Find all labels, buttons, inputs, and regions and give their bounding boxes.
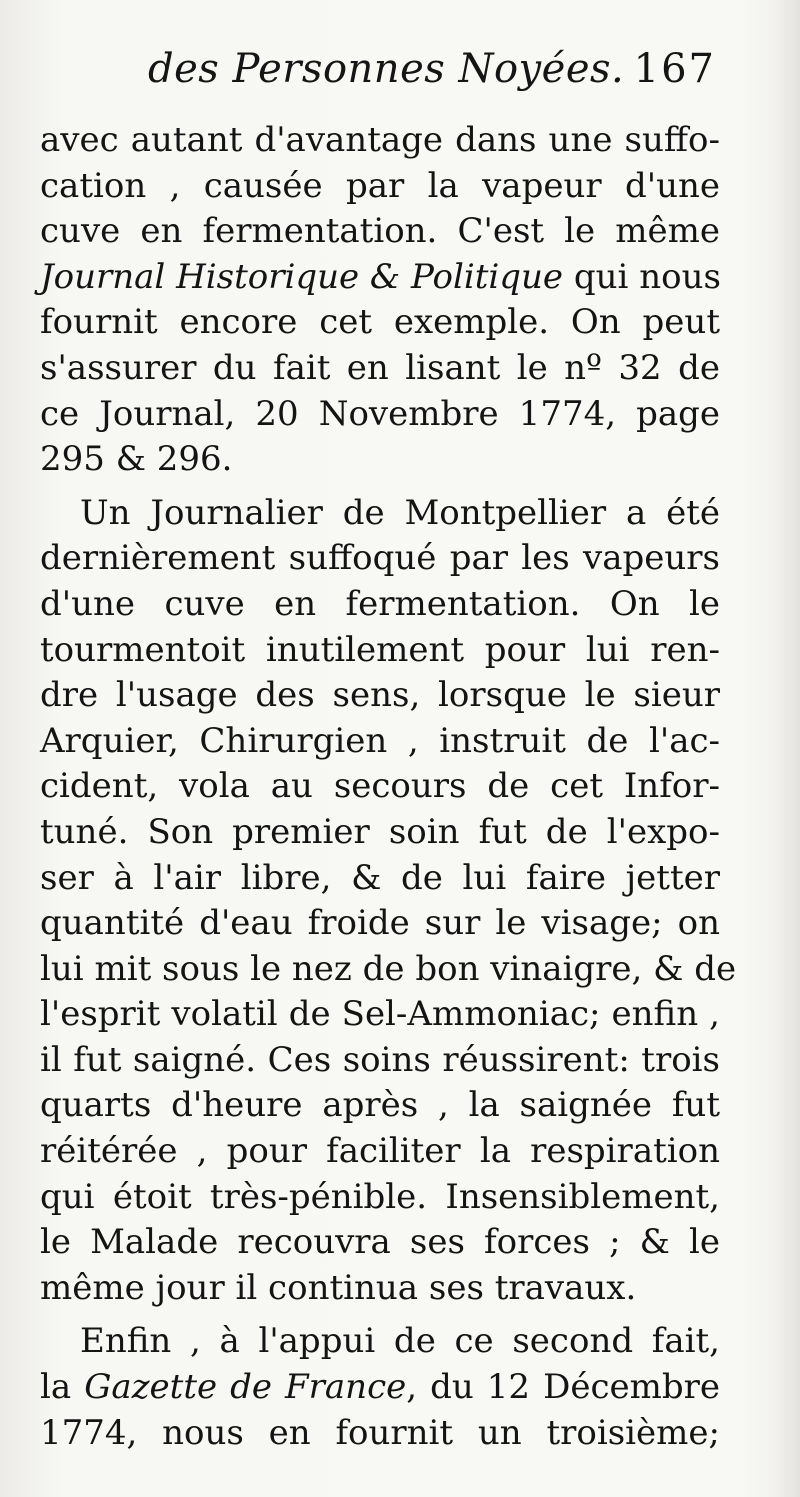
text-line: quantité d'eau froide sur le visage; on xyxy=(40,903,720,944)
text-line: d'une cuve en fermentation. On le xyxy=(40,583,720,624)
text-line: Enfin , à l'appui de ce second fait, xyxy=(80,1321,720,1362)
running-title: des Personnes Noyées. xyxy=(148,46,625,92)
text-fragment: qui nous xyxy=(563,256,721,297)
text-line: cation , causée par la vapeur d'une xyxy=(40,165,720,206)
text-line: ser à l'air libre, & de lui faire jetter xyxy=(40,857,720,898)
text-line xyxy=(40,1365,720,1411)
text-line: 1774, nous en fournit un troisième; xyxy=(40,1412,720,1453)
text-line: dernièrement suffoqué par les vapeurs xyxy=(40,538,720,579)
page-header xyxy=(40,46,720,108)
page-number: 167 xyxy=(633,46,716,92)
text-line: il fut saigné. Ces soins réussirent: trois xyxy=(40,1039,720,1080)
text-line: ce Journal, 20 Novembre 1774, page xyxy=(40,393,720,434)
text-line: tuné. Son premier soin fut de l'expo- xyxy=(40,811,720,852)
text-line: tourmentoit inutilement pour lui ren- xyxy=(40,629,720,670)
gazette-title: Gazette de France xyxy=(84,1367,407,1408)
text-line: quarts d'heure après , la saignée fut xyxy=(40,1085,720,1126)
paragraph xyxy=(40,1319,720,1456)
text-line: le Malade recouvra ses forces ; & le xyxy=(40,1222,720,1263)
text-line: Arquier, Chirurgien , instruit de l'ac- xyxy=(40,720,720,761)
text-line: réitérée , pour faciliter la respiration xyxy=(40,1131,720,1172)
body-text xyxy=(40,118,737,1456)
text-fragment: la xyxy=(40,1367,85,1408)
text-line: lui mit sous le nez de bon vinaigre, & de xyxy=(40,948,737,989)
text-line: qui étoit très-pénible. Insensiblement, xyxy=(40,1176,720,1217)
text-line: Un Journalier de Montpellier a été xyxy=(80,492,720,533)
text-line xyxy=(40,255,720,301)
text-fragment: , du 12 Décembre xyxy=(406,1367,720,1408)
text-line: cident, vola au secours de cet Infor- xyxy=(40,766,720,807)
paragraph xyxy=(40,118,720,483)
text-line: cuve en fermentation. C'est le même xyxy=(40,211,720,252)
text-line: dre l'usage des sens, lorsque le sieur xyxy=(40,675,720,716)
journal-title: Journal Historique & Politique xyxy=(40,256,564,297)
text-line: fournit encore cet exemple. On peut xyxy=(40,302,720,343)
text-line: s'assurer du fait en lisant le nº 32 de xyxy=(40,347,720,388)
text-line: 295 & 296. xyxy=(40,439,233,480)
text-line: l'esprit volatil de Sel-Ammoniac; enfin , xyxy=(40,994,720,1035)
paragraph xyxy=(40,491,737,1312)
text-line: même jour il continua ses travaux. xyxy=(40,1267,637,1308)
text-line: avec autant d'avantage dans une suffo- xyxy=(40,120,720,160)
